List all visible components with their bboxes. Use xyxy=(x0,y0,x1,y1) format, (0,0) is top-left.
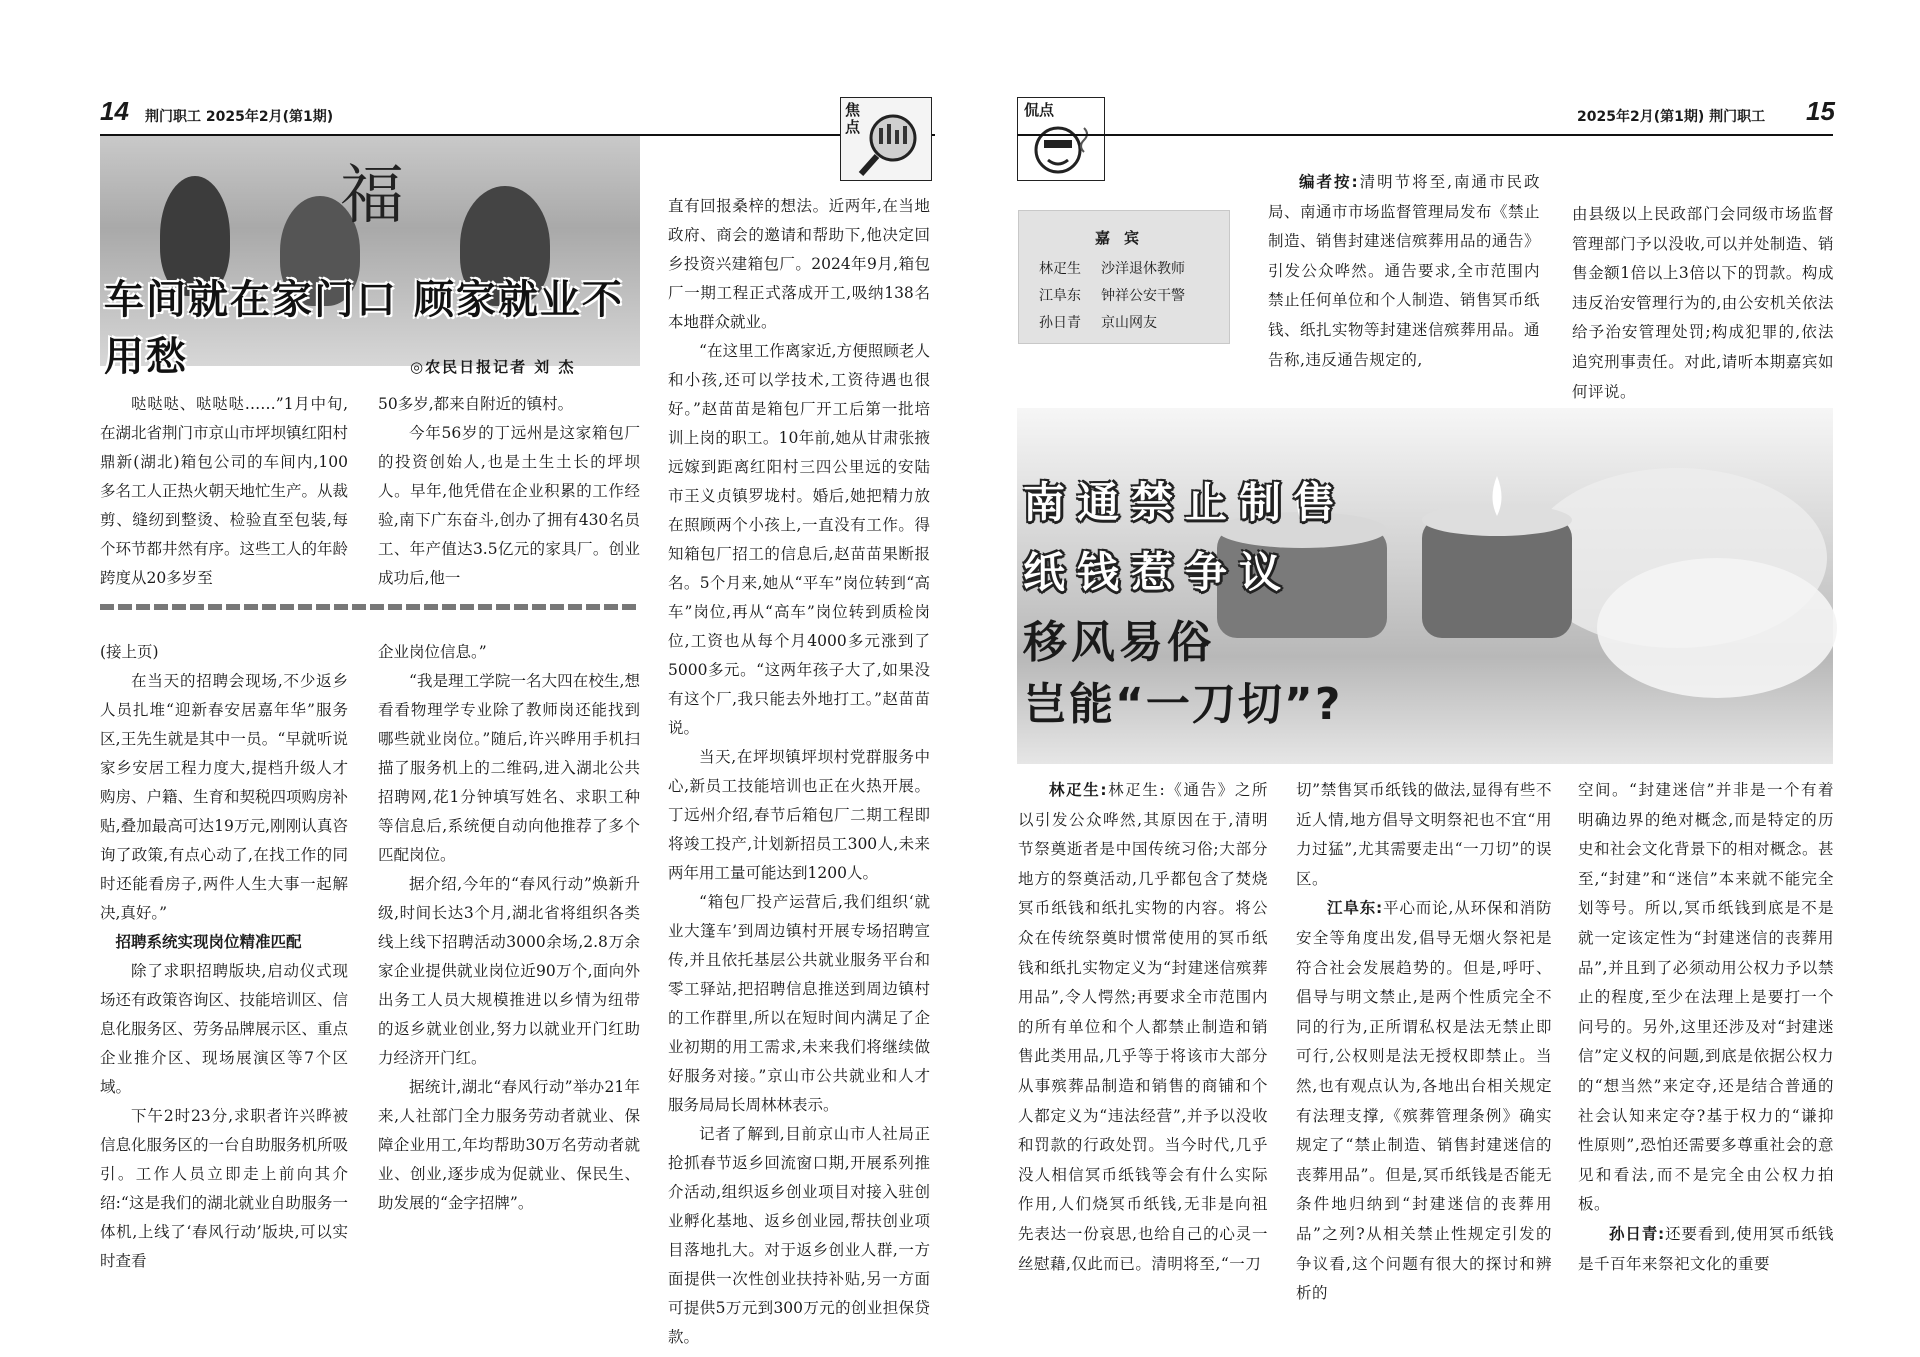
guests-box xyxy=(1018,210,1230,344)
commentary-1-text: 林疋生:《通告》之所以引发公众哗然,其原因在于,清明节祭奠逝者是中国传统习俗;大部分地方的祭奠活动,几乎都包含了焚烧冥币纸钱和纸扎实物的内容。将公众在传统祭奠时惯常使用的冥币纸钱和纸扎实物定义为“封建迷信殡葬用品”,令人愕然;再要求全市范围内的所有单位和个人都禁止制造和销售此类用品,几乎等于将该市大部分从事殡葬品制造和销售的商铺和个人都定义为“违法经营”,并予以没收和罚款的行政处罚。当今时代,几乎没人相信冥币纸钱等会有什么实际作用,人们烧冥币纸钱,无非是向祖先表达一份哀思,也给自己的心灵一丝慰藉,仅此而已。清明将至,“一刀 xyxy=(1018,781,1268,1273)
focus-logo-label: 焦点 xyxy=(845,101,861,136)
b2-para-1: 企业岗位信息。” xyxy=(378,643,487,661)
commentary-column-2 xyxy=(1296,776,1552,1303)
commentary-column-1 xyxy=(1018,776,1268,1276)
editor-note-text-1: 清明节将至,南通市民政局、南通市市场监督管理局发布《禁止制造、销售封建迷信殡葬用品的通告》引发公众哗然。通告要求,全市范围内禁止任何单位和个人制造、销售冥币纸钱、纸扎实物等封建迷信殡葬用品。通告称,违反通告规定的, xyxy=(1268,173,1541,369)
focus-logo xyxy=(840,97,932,181)
col3-para-3: 当天,在坪坝镇坪坝村党群服务中心,新员工技能培训也正在火热开展。丁远州介绍,春节后箱包厂二期工程即将竣工投产,计划新招员工300人,未来两年用工量可能达到1200人。 xyxy=(668,748,930,882)
headline-line-3: 移风易俗 xyxy=(1023,617,1215,668)
right-header-text: 2025年2月(第1期) 荆门职工 xyxy=(1577,109,1766,125)
headline-line-1: 南通禁止制售 xyxy=(1023,478,1348,527)
speaker-name: 江阜东: xyxy=(1327,899,1383,918)
commentary-2-text-b: 平心而论,从环保和消防安全等角度出发,倡导无烟火祭祀是符合社会发展趋势的。但是,呼吁、倡导与明文禁止,是两个性质完全不同的行为,正所谓私权是法无禁止即可行,公权则是法无授权即禁止。当然,也有观点认为,各地出台相关规定有法理支撑,《殡葬管理条例》确实规定了“禁止制造、销售封建迷信的丧葬用品”。但是,冥币纸钱是否能无条件地归纳到“封建迷信的丧葬用品”之列?从相关禁止性规定引发的争议看,这个问题有很大的探讨和辨析的 xyxy=(1296,899,1552,1303)
top-column-2 xyxy=(378,390,640,587)
col3-para-4: “箱包厂投产运营后,我们组织‘就业大篷车’到周边镇村开展专场招聘宣传,并且依托基层公共就业服务平台和零工驿站,把招聘信息推送到周边镇村的工作群里,所以在短时间内满足了企业初期的用工需求,未来我们将继续做好服务对接。”京山市公共就业和人才服务局局长周林林表示。 xyxy=(668,893,930,1114)
right-column-3 xyxy=(668,192,930,1346)
b1-subheading: 招聘系统实现岗位精准匹配 xyxy=(115,933,302,951)
continued-label: (接上页) xyxy=(100,643,159,661)
guests-title: 嘉宾 xyxy=(1094,229,1153,247)
speaker-name: 孙日青: xyxy=(1609,1224,1665,1243)
right-page-number: 15 xyxy=(1806,96,1835,126)
top-col2-para-1: 50多岁,都来自附近的镇村。 xyxy=(378,395,574,413)
headline-line-4: 岂能“一刀切”? xyxy=(1023,679,1343,730)
top-col2-para-2: 今年56岁的丁远州是这家箱包厂的投资创始人,也是土生土长的坪坝人。早年,他凭借在企业积累的工作经验,南下广东奋斗,创办了拥有430名员工、年产值达3.5亿元的家具厂。创业成功后,他一 xyxy=(378,424,640,587)
commentary-logo xyxy=(1017,97,1105,181)
guest-role: 钟祥公安干警 xyxy=(1101,288,1185,304)
fu-character-decoration: 福 xyxy=(340,159,404,233)
commentary-3-text-b: 还要看到,使用冥币纸钱是千百年来祭祀文化的重要 xyxy=(1578,1224,1834,1273)
b1-para-3: 下午2时23分,求职者许兴晔被信息化服务区的一台自助服务机所吸引。工作人员立即走上前向其介绍:“这是我们的湖北就业自助服务一体机,上线了‘春风行动’版块,可以实时查看 xyxy=(100,1107,349,1270)
editor-note-text-2: 由县级以上民政部门会同级市场监督管理部门予以没收,可以并处制造、销售金额1倍以上3倍以下的罚款。构成违反治安管理行为的,由公安机关依法给予治安管理处罚;构成犯罪的,依法追究刑事责任。对此,请听本期嘉宾如何评说。 xyxy=(1572,205,1834,401)
section-divider xyxy=(100,604,638,610)
guest-name: 林疋生 xyxy=(1039,261,1081,277)
left-page-number: 14 xyxy=(100,96,129,126)
col3-para-2: “在这里工作离家近,方便照顾老人和小孩,还可以学技术,工资待遇也很好。”赵苗苗是箱包厂开工后第一批培训上岗的职工。10年前,她从甘肃张掖远嫁到距离红阳村三四公里远的安陆市王义贞镇罗垅村。婚后,她把精力放在照顾两个小孩上,一直没有工作。得知箱包厂招工的信息后,赵苗苗果断报名。5个月来,她从“平车”岗位转到“高车”岗位,再从“高车”岗位转到质检岗位,工资也从每个月4000多元涨到了5000多元。“这两年孩子大了,如果没有这个厂,我只能去外地打工。”赵苗苗说。 xyxy=(668,342,930,737)
top-column-1 xyxy=(100,390,349,587)
left-headline: 车间就在家门口 顾家就业不用愁 xyxy=(104,276,624,380)
commentary-logo-label: 侃点 xyxy=(1024,101,1055,119)
magnifier-icon xyxy=(841,98,933,182)
b2-para-2: “我是理工学院一名大四在校生,想看看物理学专业除了教师岗还能找到哪些就业岗位。”随后,许兴晔用手机扫描了服务机上的二维码,进入湖北公共招聘网,花1分钟填写姓名、求职工种等信息后,系统便自动向他推荐了多个匹配岗位。 xyxy=(378,672,640,864)
guest-row xyxy=(1039,256,1229,283)
editor-note-column-1 xyxy=(1268,168,1540,394)
guest-row xyxy=(1039,310,1229,337)
guest-name: 孙日青 xyxy=(1039,315,1081,331)
guest-name: 江阜东 xyxy=(1039,288,1081,304)
b2-para-3: 据介绍,今年的“春风行动”焕新升级,时间长达3个月,湖北省将组织各类线上线下招聘活动3000余场,2.8万余家企业提供就业岗位近90万个,面向外出务工人员大规模推进以乡情为纽带的返乡就业创业,努力以就业开门红助力经济开门红。 xyxy=(378,875,640,1067)
guest-role: 沙洋退休教师 xyxy=(1101,261,1185,277)
guest-role: 京山网友 xyxy=(1101,315,1157,331)
speaker-name: 林疋生: xyxy=(1049,781,1108,799)
editor-note-label: 编者按: xyxy=(1299,173,1359,191)
b2-para-4: 据统计,湖北“春风行动”举办21年来,人社部门全力服务劳动者就业、保障企业用工,年均帮助30万名劳动者就业、创业,逐步成为促就业、保民生、助发展的“金字招牌”。 xyxy=(378,1078,640,1212)
right-header-rule xyxy=(1017,134,1833,136)
left-header-text: 荆门职工 2025年2月(第1期) xyxy=(145,109,334,125)
commentary-column-3 xyxy=(1578,776,1834,1276)
col3-para-1: 直有回报桑梓的想法。近两年,在当地政府、商会的邀请和帮助下,他决定回乡投资兴建箱包厂。2024年9月,箱包厂一期工程正式落成开工,吸纳138名本地群众就业。 xyxy=(668,197,930,331)
bottom-column-1 xyxy=(100,638,348,1278)
col3-para-5: 记者了解到,目前京山市人社局正抢抓春节返乡回流窗口期,开展系列推介活动,组织返乡创业项目对接入驻创业孵化基地、返乡创业园,帮扶创业项目落地扎大。对于返乡创业人群,一方面提供一次性创业扶持补贴,另一方面可提供5万元到300万元的创业担保贷款。 xyxy=(668,1125,930,1346)
guest-row xyxy=(1039,283,1229,310)
b1-para-2: 除了求职招聘版块,启动仪式现场还有政策咨询区、技能培训区、信息化服务区、劳务品牌展示区、重点企业推介区、现场展演区等7个区域。 xyxy=(100,962,349,1096)
b1-para-1: 在当天的招聘会现场,不少返乡人员扎堆“迎新春安居嘉年华”服务区,王先生就是其中一员。“早就听说家乡安居工程力度大,提档升级人才购房、户籍、生育和契税四项购房补贴,叠加最高可达19万元,刚刚认真咨询了政策,有点心动了,在找工作的同时还能看房子,两件人生大事一起解决,真好。” xyxy=(100,672,349,922)
bottom-column-2 xyxy=(378,638,640,1278)
speaking-face-icon xyxy=(1018,98,1106,182)
commentary-3-text-a: 空间。“封建迷信”并非是一个有着明确边界的绝对概念,而是特定的历史和社会文化背景下的相对概念。甚至,“封建”和“迷信”本来就不能完全划等号。所以,冥币纸钱到底是不是就一定该定性为“封建迷信的丧葬用品”,并且到了必须动用公权力予以禁止的程度,至少在法理上是要打一个问号的。另外,这里还涉及对“封建迷信”定义权的问题,到底是依据公权力的“想当然”来定夺,还是结合普通的社会认知来定夺?基于权力的“谦抑性原则”,恐怕还需要多尊重社会的意见和看法,而不是完全由公权力拍板。 xyxy=(1578,781,1835,1214)
intro-paragraph: 哒哒哒、哒哒哒……”1月中旬,在湖北省荆门市京山市坪坝镇红阳村鼎新(湖北)箱包公司的车间内,100多名工人正热火朝天地忙生产。从裁剪、缝纫到整烫、检验直至包装,每个环节都井然有序。这些工人的年龄跨度从20多岁至 xyxy=(100,395,349,587)
left-byline: ◎农民日报记者 刘 杰 xyxy=(410,358,576,376)
commentary-2-text-a: 切”禁售冥币纸钱的做法,显得有些不近人情,地方倡导文明祭祀也不宜“用力过猛”,尤其需要走出“一刀切”的误区。 xyxy=(1296,781,1552,888)
editor-note-column-2 xyxy=(1572,200,1834,401)
headline-line-2: 纸钱惹争议 xyxy=(1023,548,1294,597)
